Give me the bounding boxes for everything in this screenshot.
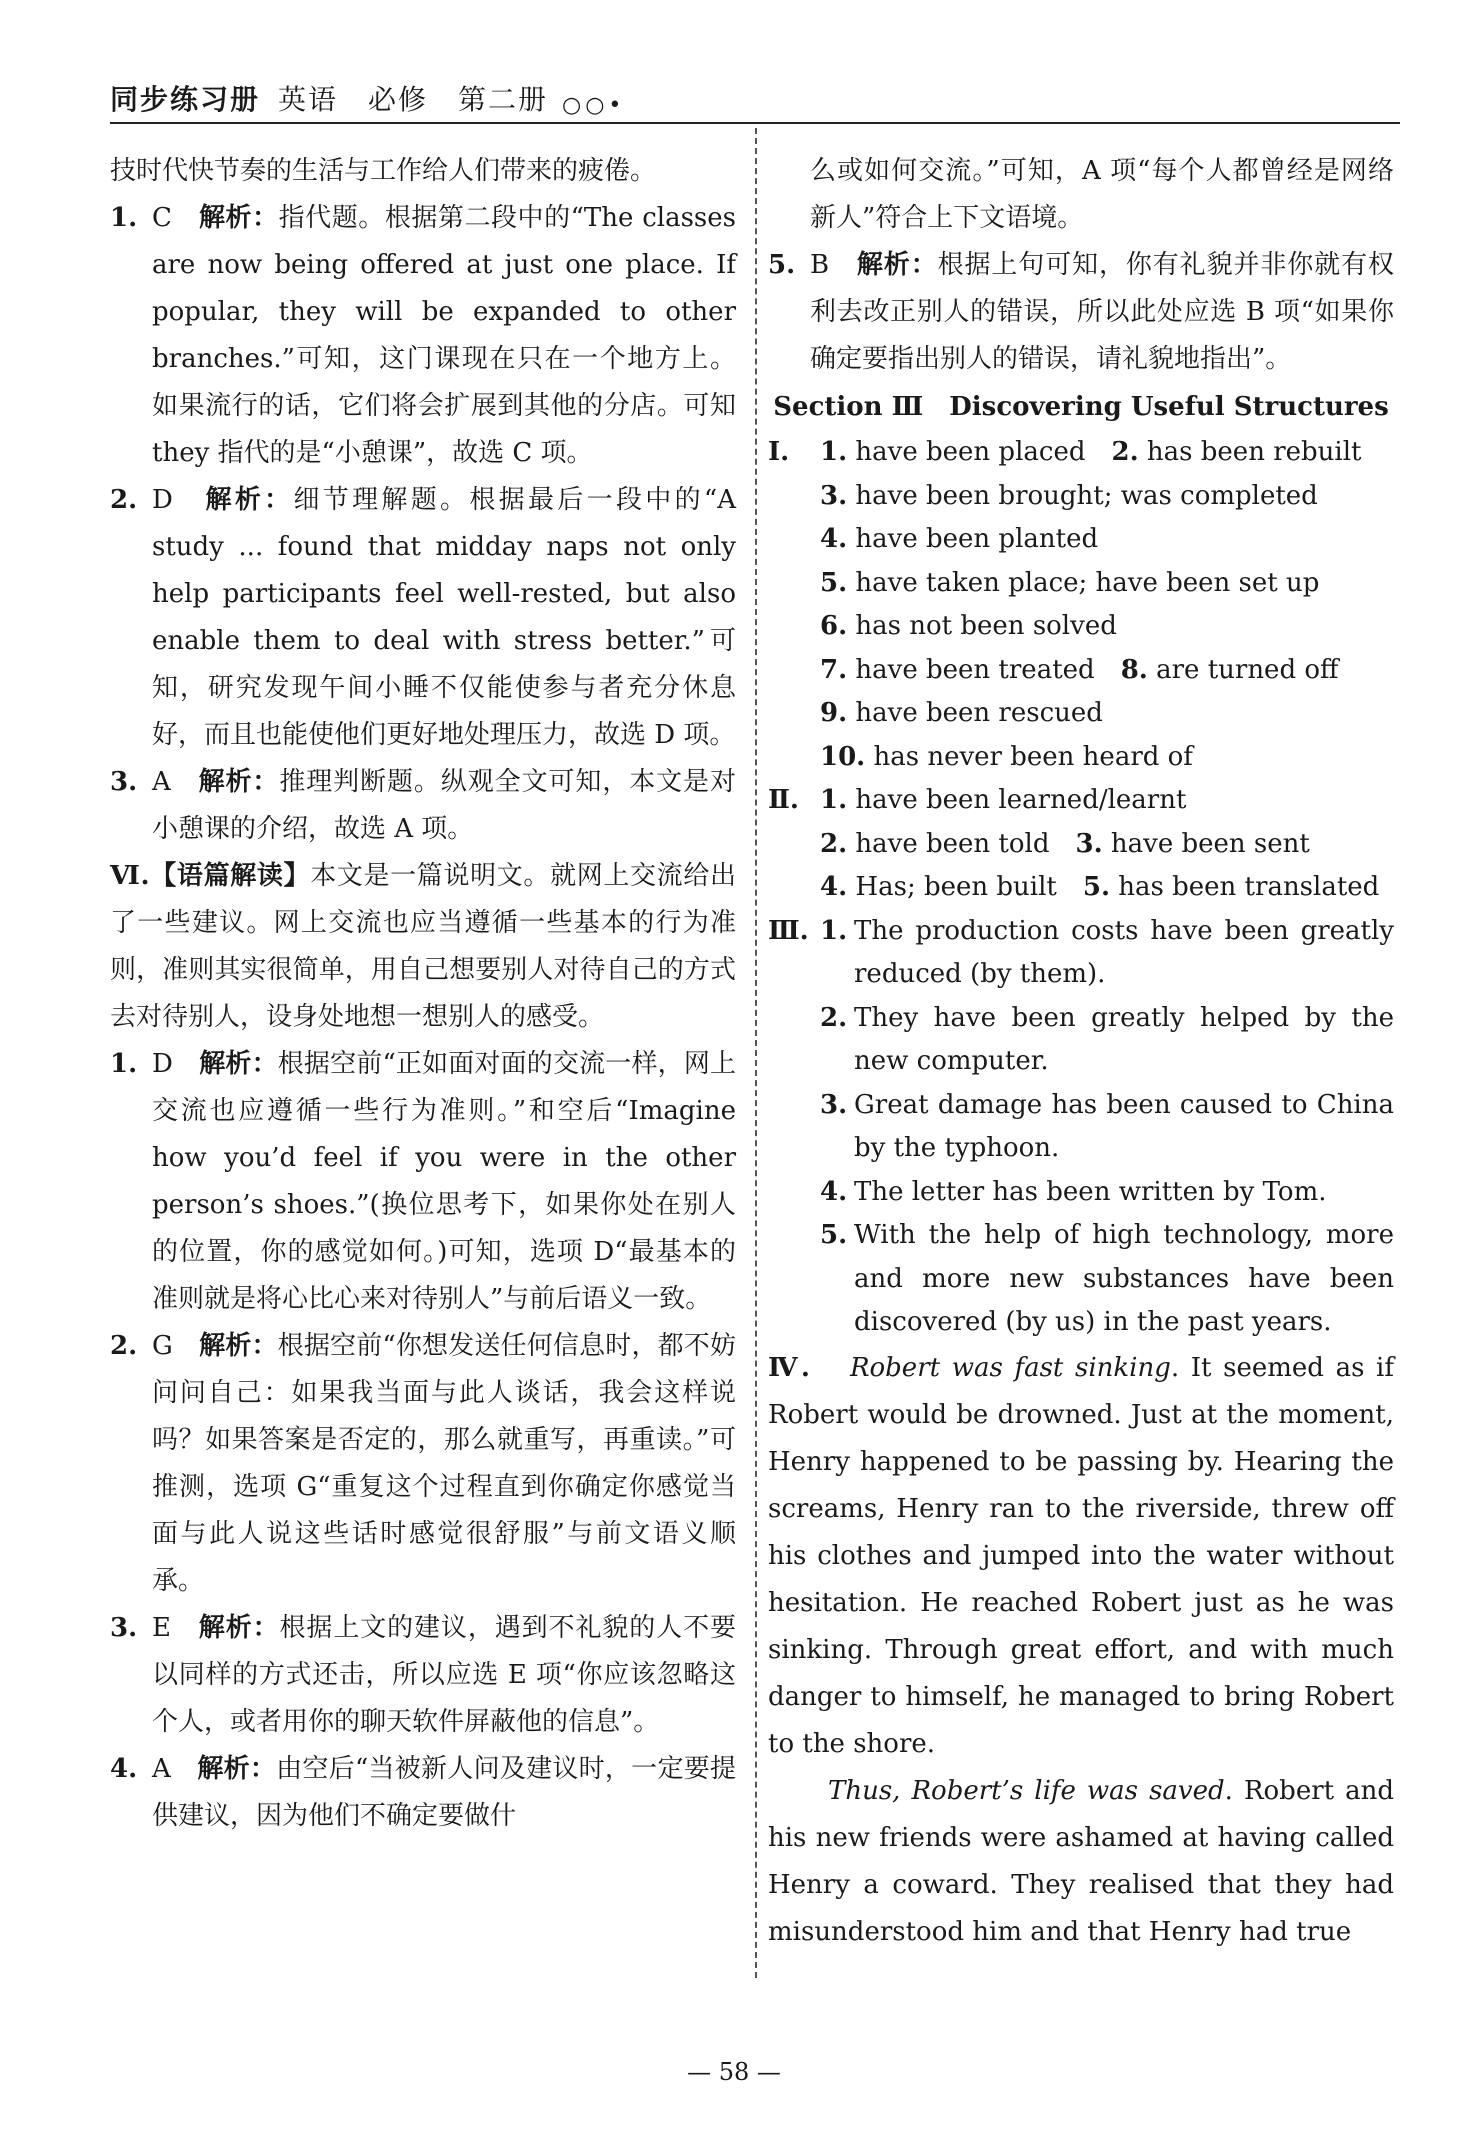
continued-text: 技时代快节奏的生活与工作给人们带来的疲倦。 xyxy=(110,156,657,186)
answer-number: 2. xyxy=(1111,437,1139,467)
roman-numeral: Ⅱ. xyxy=(768,785,799,815)
answer-text: have taken place; have been set up xyxy=(855,567,1320,598)
answer-text: The production costs have been greatly reduced (by them). xyxy=(854,915,1394,989)
analysis-label: 解析： xyxy=(205,485,294,515)
answer-letter: D xyxy=(152,485,173,515)
answer-text: have been sent xyxy=(1110,828,1310,859)
writing-paragraph-1 xyxy=(768,1345,1394,1768)
answer-line xyxy=(820,562,1394,606)
analysis-text: 由空后“当被新人问及建议时，一定要提供建议，因为他们不确定要做什 xyxy=(152,1754,736,1831)
exercise-1-line xyxy=(768,649,1394,693)
analysis-text: 推理判断题。纵观全文可知，本文是对小憩课的介绍，故选 A 项。 xyxy=(152,767,736,844)
exercise-1-line xyxy=(768,475,1394,519)
answer-text: have been rescued xyxy=(855,698,1103,728)
item-body xyxy=(152,477,736,759)
answer-text: has been translated xyxy=(1118,872,1380,902)
exercise-2-line xyxy=(768,779,1394,823)
answer-text: has never been heard of xyxy=(873,741,1193,772)
exercise-1-line xyxy=(768,605,1394,649)
answer-text: Has; been built xyxy=(855,872,1057,902)
answer-item-6-5 xyxy=(768,242,1394,383)
answer-text: has not been solved xyxy=(855,611,1117,641)
section-label: Ⅵ.【语篇解读】 xyxy=(110,861,311,891)
paragraph-text: . It seemed as if Robert would be drowned. Just at the moment, Henry happened to be passing by. Hearing the screams, Henry ran to the riverside, threw off his clothes and jumped into the water without hesitation. He reached Robert just as he was sinking. Through great effort, and with much danger to himself, he managed to bring Robert to the shore. xyxy=(768,1352,1394,1759)
answer-item-6-1 xyxy=(110,1041,736,1323)
answer-letter: E xyxy=(152,1613,171,1643)
analysis-text: 根据上文的建议，遇到不礼貌的人不要以同样的方式还击，所以应选 E 项“你应该忽略这个人，或者用你的聊天软件屏蔽他的信息”。 xyxy=(152,1613,736,1737)
exercise-3-item xyxy=(768,1171,1394,1215)
answer-number: 5. xyxy=(820,567,848,598)
answer-text: They have been greatly helped by the new computer. xyxy=(854,1002,1394,1076)
item-body xyxy=(152,195,736,477)
answer-number: 5. xyxy=(820,1220,848,1250)
answer-number: 7. xyxy=(820,654,848,685)
subject-info: 英语 必修 第二册 xyxy=(278,83,549,116)
exercise-3-item xyxy=(768,997,1394,1084)
answer-line xyxy=(820,779,1394,823)
answer-number: 1. xyxy=(820,785,848,815)
sentence-answer xyxy=(820,997,1394,1084)
analysis-text: 根据上句可知，你有礼貌并非你就有权利去改正别人的错误，所以此处应选 B 项“如果你确定要指出别人的错误，请礼貌地指出”。 xyxy=(810,250,1394,374)
answer-number: 10. xyxy=(820,741,866,772)
answer-text: have been told xyxy=(855,828,1050,859)
sentence-answer xyxy=(820,1171,1394,1215)
item-number: 4. xyxy=(110,1754,138,1784)
answer-number: 9. xyxy=(820,698,848,728)
passage-summary xyxy=(110,853,736,1041)
answer-line xyxy=(820,866,1394,910)
analysis-text: 细节理解题。根据最后一段中的“A study ... found that midday naps not only help participants feel well-rested, but also enable them to deal with stress better.”可知，研究发现午间小睡不仅能使参与者充分休息好，而且也能使他们更好地处理压力，故选 D 项。 xyxy=(152,485,736,750)
exercise-3-item xyxy=(768,1084,1394,1171)
paragraph-text: . Robert and his new friends were ashamed at having called Henry a coward. They realised that they had misunderstood him and that Henry had true xyxy=(768,1775,1395,1947)
given-sentence: Robert was fast sinking xyxy=(849,1352,1171,1383)
item-body xyxy=(152,1041,736,1323)
answer-number: 4. xyxy=(820,524,848,554)
answer-line xyxy=(820,649,1394,693)
page-number: — 58 — xyxy=(687,2058,781,2086)
analysis-label: 解析： xyxy=(856,250,938,280)
answer-item-6-3 xyxy=(110,1605,736,1746)
analysis-label: 解析： xyxy=(199,203,279,233)
answer-number: 1. xyxy=(820,437,848,467)
answer-text: have been placed xyxy=(855,437,1086,467)
analysis-label: 解析： xyxy=(198,1613,280,1643)
writing-paragraph-2 xyxy=(768,1768,1394,1956)
item-number: 2. xyxy=(110,485,138,515)
answer-line xyxy=(820,605,1394,649)
item-number: 3. xyxy=(110,1613,138,1643)
answer-text: have been planted xyxy=(855,524,1099,554)
left-column xyxy=(110,148,736,1840)
answer-line xyxy=(820,431,1394,475)
answer-number: 5. xyxy=(1082,872,1111,902)
analysis-text: 根据空前“你想发送任何信息时，都不妨问问自己：如果我当面与此人谈话，我会这样说吗？如果答案是否定的，那么就重写，再重读。”可推测，选项 G“重复这个过程直到你确定你感觉当面与此人说这些话时感觉很舒服”与前文语义顺承。 xyxy=(152,1331,736,1596)
exercise-3-item xyxy=(768,1214,1394,1345)
answer-letter: G xyxy=(152,1331,173,1361)
given-sentence: Thus, Robert’s life was saved xyxy=(828,1775,1225,1806)
continued-text: 么或如何交流。”可知，A 项“每个人都曾经是网络新人”符合上下文语境。 xyxy=(810,156,1394,233)
column-divider xyxy=(755,128,757,1978)
answer-number: 3. xyxy=(1075,828,1103,859)
answer-item-2 xyxy=(110,477,736,759)
page-header xyxy=(110,78,1400,124)
answer-number: 8. xyxy=(1120,654,1148,685)
answer-item-6-4 xyxy=(110,1746,736,1840)
roman-numeral: Ⅰ. xyxy=(768,437,790,467)
analysis-label: 解析： xyxy=(199,1331,278,1361)
item-body xyxy=(152,1746,736,1840)
item-number: 1. xyxy=(110,1049,138,1079)
item-number: 1. xyxy=(110,203,138,233)
answer-letter: A xyxy=(152,1754,171,1784)
item-body xyxy=(810,242,1394,383)
exercise-1-line xyxy=(768,692,1394,736)
answer-item-1 xyxy=(110,195,736,477)
answer-letter: C xyxy=(152,203,172,233)
item-body xyxy=(152,1605,736,1746)
answer-item-3 xyxy=(110,759,736,853)
answer-line xyxy=(820,518,1394,562)
answer-text: have been treated xyxy=(855,654,1095,685)
analysis-text: 根据空前“正如面对面的交流一样，网上交流也应遵循一些行为准则。”和空后“Imagine how you’d feel if you were in the other person’s shoes.”(换位思考下，如果你处在别人的位置，你的感觉如何。)可知，选项 D“最基本的准则就是将心比心来对待别人”与前后语义一致。 xyxy=(152,1049,736,1314)
answer-line xyxy=(820,475,1394,519)
answer-letter: B xyxy=(810,250,830,280)
answer-number: 4. xyxy=(820,1176,848,1207)
roman-numeral: Ⅳ. xyxy=(768,1352,810,1383)
answer-number: 2. xyxy=(820,828,848,859)
sentence-answer xyxy=(820,1084,1394,1171)
answer-text: With the help of high technology, more and more new substances have been discovered (by us) in the past years. xyxy=(854,1220,1394,1337)
summary-text: 本文是一篇说明文。就网上交流给出了一些建议。网上交流也应当遵循一些基本的行为准则，准则其实很简单，用自己想要别人对待自己的方式去对待别人，设身处地想一想别人的感受。 xyxy=(110,861,736,1032)
item-body xyxy=(152,1323,736,1605)
exercise-2-line xyxy=(768,823,1394,867)
answer-text: are turned off xyxy=(1156,654,1339,685)
section-heading: Section Ⅲ Discovering Useful Structures xyxy=(773,392,1389,422)
answer-number: 2. xyxy=(820,1002,848,1033)
analysis-label: 解析： xyxy=(198,767,280,797)
answer-letter: A xyxy=(152,767,171,797)
right-column xyxy=(768,148,1394,1956)
sentence-answer xyxy=(820,1214,1394,1345)
exercise-1-line xyxy=(768,518,1394,562)
answer-text: have been learned/learnt xyxy=(855,785,1187,815)
analysis-text: 指代题。根据第二段中的“The classes are now being offered at just one place. If popular, they will be expanded to other branches.”可知，这门课现在只在一个地方上。如果流行的话，它们将会扩展到其他的分店。可知 they 指代的是“小憩课”，故选 C 项。 xyxy=(152,203,736,468)
answer-number: 1. xyxy=(820,915,848,946)
answer-text: have been brought; was completed xyxy=(855,480,1318,511)
analysis-label: 解析： xyxy=(199,1049,278,1079)
item-number: 3. xyxy=(110,767,138,797)
exercise-1-line xyxy=(768,562,1394,606)
answer-line xyxy=(820,823,1394,867)
answer-item-6-2 xyxy=(110,1323,736,1605)
decorative-dots: ○○• xyxy=(562,93,626,118)
analysis-label: 解析： xyxy=(197,1754,277,1784)
answer-text: has been rebuilt xyxy=(1146,437,1362,467)
item-number: 5. xyxy=(768,250,796,280)
answer-line xyxy=(820,692,1394,736)
answer-text: The letter has been written by Tom. xyxy=(854,1176,1327,1207)
book-title: 同步练习册 xyxy=(110,83,261,116)
roman-numeral: Ⅲ. xyxy=(768,915,809,946)
answer-number: 6. xyxy=(820,611,848,641)
exercise-1-line xyxy=(768,736,1394,780)
answer-line xyxy=(820,736,1394,780)
sentence-answer xyxy=(820,910,1394,997)
answer-text: Great damage has been caused to China by the typhoon. xyxy=(854,1089,1394,1163)
exercise-1-line xyxy=(768,431,1394,475)
answer-number: 3. xyxy=(820,1089,848,1120)
answer-number: 3. xyxy=(820,480,848,511)
item-number: 2. xyxy=(110,1331,138,1361)
answer-number: 4. xyxy=(820,872,848,902)
exercise-3-item xyxy=(768,910,1394,997)
answer-letter: D xyxy=(152,1049,173,1079)
item-body xyxy=(152,759,736,853)
exercise-2-line xyxy=(768,866,1394,910)
